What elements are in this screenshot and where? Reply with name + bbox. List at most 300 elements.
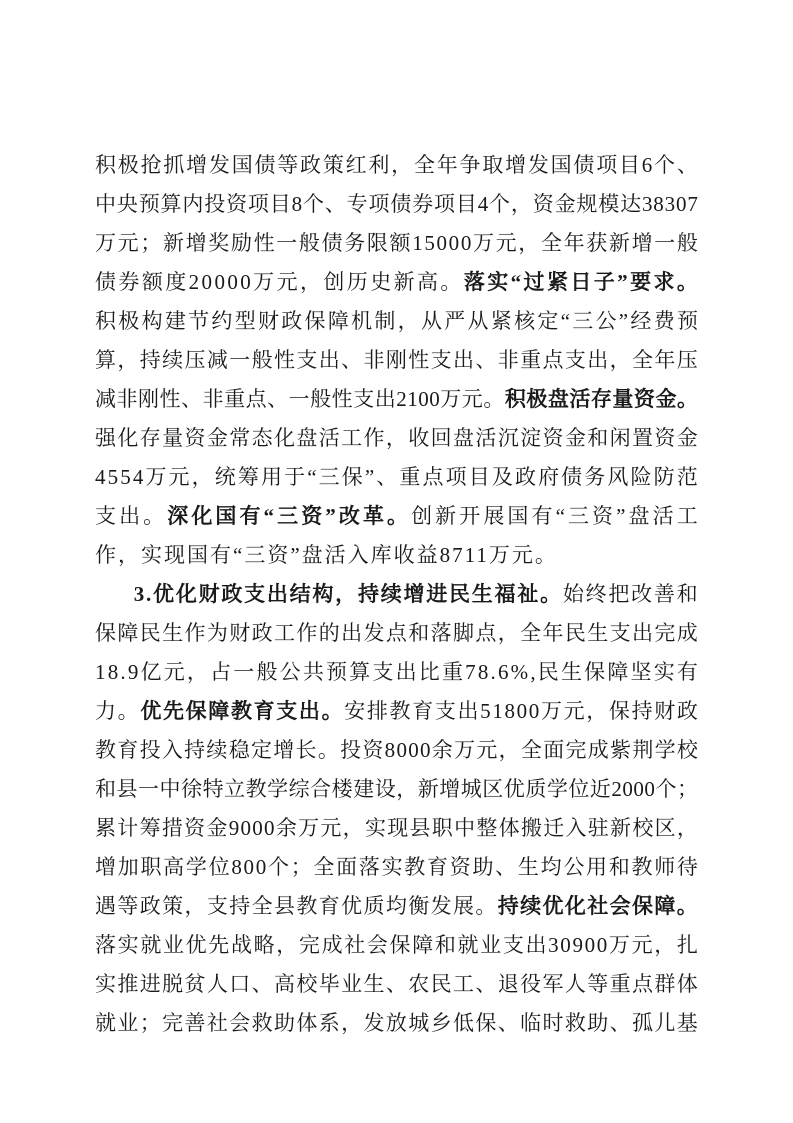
emphasized-char: 日 xyxy=(570,270,592,294)
body-char: 量 xyxy=(162,426,184,450)
text-line xyxy=(95,848,698,887)
body-char: 校 xyxy=(632,816,654,840)
body-char: 保 xyxy=(389,933,411,957)
body-char: 体 xyxy=(676,972,698,996)
body-char: 财 xyxy=(257,309,279,333)
emphasized-char: 化 xyxy=(175,582,197,606)
text-line xyxy=(95,614,698,653)
body-char: 就 xyxy=(140,933,162,957)
body-char: 点 xyxy=(422,465,444,489)
body-char: 常 xyxy=(229,426,251,450)
body-char: 长 xyxy=(295,738,317,762)
body-char: . xyxy=(490,660,496,684)
emphasized-char: 资 xyxy=(633,387,655,411)
body-char: ” xyxy=(364,465,375,489)
body-char: 始 xyxy=(562,582,584,606)
body-char: 个 xyxy=(489,192,511,216)
body-char: 1 xyxy=(492,699,503,723)
body-char: 红 xyxy=(345,153,367,177)
body-char: 刚 xyxy=(385,348,407,372)
emphasized-char: 。 xyxy=(676,270,698,294)
body-char: 低 xyxy=(453,1011,474,1035)
body-char: 三 xyxy=(572,309,594,333)
body-char: 教 xyxy=(95,738,116,762)
body-char: 等 xyxy=(277,153,299,177)
body-char: 退 xyxy=(497,972,519,996)
body-char: 5 xyxy=(120,465,131,489)
body-char: 投 xyxy=(204,192,226,216)
body-char: 万 xyxy=(298,816,320,840)
body-char: 出 xyxy=(632,621,653,645)
body-char: 2 xyxy=(188,270,200,294)
body-char: 毕 xyxy=(318,972,340,996)
body-char: 县 xyxy=(274,894,295,918)
body-char: 教 xyxy=(404,855,426,879)
emphasized-char: 财 xyxy=(198,582,220,606)
body-char: 史 xyxy=(370,270,392,294)
body-char: 0 xyxy=(201,270,213,294)
body-char: ； xyxy=(676,777,698,801)
body-char: 先 xyxy=(208,933,230,957)
body-char: 落 xyxy=(430,621,452,645)
body-char: 央 xyxy=(116,192,138,216)
body-char: 极 xyxy=(117,153,139,177)
text-line xyxy=(95,458,698,497)
body-char: 设 xyxy=(374,777,396,801)
body-char: ， xyxy=(676,816,698,840)
body-char: 推 xyxy=(117,972,139,996)
body-char: “ xyxy=(307,465,317,489)
body-char: 用 xyxy=(260,465,282,489)
body-char: 统 xyxy=(214,465,236,489)
body-char: 国 xyxy=(550,153,572,177)
body-char: 券 xyxy=(412,192,434,216)
body-char: 策 xyxy=(322,153,344,177)
body-char: 展 xyxy=(483,504,505,528)
body-char: 生 xyxy=(162,621,184,645)
body-char: 支 xyxy=(296,348,318,372)
emphasized-char: 3 xyxy=(133,582,145,606)
body-char: 一 xyxy=(276,231,298,255)
body-char: 金 xyxy=(206,816,228,840)
body-char: 般 xyxy=(310,387,332,411)
body-char: 工 xyxy=(341,426,363,450)
body-char: 校 xyxy=(296,972,318,996)
body-char: 善 xyxy=(184,1011,206,1035)
body-char: 工 xyxy=(274,621,295,645)
body-char: 国 xyxy=(231,153,253,177)
body-char: 会 xyxy=(229,1011,251,1035)
body-char: 0 xyxy=(429,387,440,411)
body-char: 内 xyxy=(182,192,204,216)
emphasized-char: 持 xyxy=(497,894,519,918)
body-char: 、 xyxy=(324,192,346,216)
body-char: 工 xyxy=(676,504,698,528)
emphasized-char: 民 xyxy=(449,582,470,606)
body-char: 、 xyxy=(676,153,698,177)
body-char: 投 xyxy=(139,738,161,762)
body-char: 战 xyxy=(230,933,252,957)
body-char: 终 xyxy=(585,582,607,606)
body-char: 活 xyxy=(318,426,340,450)
body-char: 、 xyxy=(385,972,407,996)
text-line xyxy=(95,692,698,731)
body-char: 和 xyxy=(608,855,630,879)
body-char: 盘 xyxy=(628,504,650,528)
body-char: 把 xyxy=(608,582,630,606)
body-char: 安 xyxy=(344,699,366,723)
body-char: 增 xyxy=(273,738,295,762)
body-char: 重 xyxy=(399,465,421,489)
body-char: 政 xyxy=(139,894,161,918)
body-char: 救 xyxy=(251,1011,273,1035)
emphasized-char: 构 xyxy=(312,582,334,606)
body-char: ， xyxy=(609,348,631,372)
body-char: 元 xyxy=(276,270,298,294)
body-char: 资 xyxy=(592,504,614,528)
body-char: 育 xyxy=(412,699,434,723)
body-char: 7 xyxy=(465,660,476,684)
body-char: 积 xyxy=(95,309,116,333)
body-char: 费 xyxy=(653,309,675,333)
emphasized-char: 实 xyxy=(487,270,509,294)
emphasized-char: 改 xyxy=(338,504,360,528)
body-char: 金 xyxy=(206,426,228,450)
body-char: 8 xyxy=(107,660,119,684)
body-char: 助 xyxy=(472,855,494,879)
body-char: 0 xyxy=(240,270,251,294)
body-char: 体 xyxy=(498,816,520,840)
emphasized-char: 障 xyxy=(654,894,676,918)
emphasized-char: 出 xyxy=(266,582,288,606)
text-line xyxy=(95,731,698,770)
body-char: 。 xyxy=(483,387,505,411)
body-char: 续 xyxy=(206,738,228,762)
body-char: 元 xyxy=(631,933,653,957)
body-char: 作 xyxy=(184,621,206,645)
body-char: 构 xyxy=(141,309,163,333)
body-char: 万 xyxy=(540,699,562,723)
body-char: 和 xyxy=(676,582,698,606)
body-char: 政 xyxy=(251,621,273,645)
body-char: 资 xyxy=(532,192,554,216)
body-char: 保 xyxy=(304,309,326,333)
body-char: 4 xyxy=(95,465,106,489)
body-char: 改 xyxy=(631,582,653,606)
body-char: 展 xyxy=(453,894,474,918)
body-char: 利 xyxy=(368,153,390,177)
text-line xyxy=(95,770,698,809)
emphasized-char: “ xyxy=(510,270,522,294)
body-char: 余 xyxy=(275,816,297,840)
body-char: 业 xyxy=(480,933,502,957)
body-char: 化 xyxy=(117,426,139,450)
body-char: 积 xyxy=(95,153,116,177)
body-char: 制 xyxy=(374,309,396,333)
text-line xyxy=(95,887,698,926)
body-char: ， xyxy=(341,1011,363,1035)
body-char: 工 xyxy=(453,972,474,996)
body-char: 项 xyxy=(247,192,269,216)
emphasized-char: 。 xyxy=(676,894,698,918)
body-char: 0 xyxy=(448,231,460,255)
emphasized-char: 化 xyxy=(564,894,586,918)
body-char: 、 xyxy=(341,348,363,372)
body-char: 特 xyxy=(202,777,224,801)
emphasized-char: 支 xyxy=(244,582,266,606)
body-char: 持 xyxy=(139,348,161,372)
body-char: 目 xyxy=(455,192,477,216)
body-char: 般 xyxy=(298,231,320,255)
body-char: 化 xyxy=(274,426,295,450)
body-char: 中 xyxy=(95,192,116,216)
body-char: 重 xyxy=(520,348,542,372)
emphasized-char: 优 xyxy=(140,699,162,723)
body-char: 新 xyxy=(393,270,415,294)
body-char: 成 xyxy=(587,738,609,762)
body-char: 位 xyxy=(568,777,590,801)
body-char: 0 xyxy=(460,231,472,255)
emphasized-char: 教 xyxy=(230,699,252,723)
body-char: 项 xyxy=(434,192,455,216)
body-char: 金 xyxy=(676,426,698,450)
body-char: 现 xyxy=(387,816,409,840)
body-char: 占 xyxy=(210,660,232,684)
body-char: 荆 xyxy=(632,738,654,762)
body-char: 非 xyxy=(202,387,224,411)
emphasized-char: 盘 xyxy=(547,387,569,411)
body-char: 役 xyxy=(520,972,542,996)
body-char: 加 xyxy=(117,855,139,879)
body-char: 支 xyxy=(430,348,452,372)
body-char: 元 xyxy=(117,231,139,255)
body-char: 迁 xyxy=(543,816,565,840)
body-char: 盘 xyxy=(296,426,318,450)
body-char: 极 xyxy=(118,309,140,333)
emphasized-char: 出 xyxy=(298,699,320,723)
body-char: 出 xyxy=(453,348,474,372)
body-char: 态 xyxy=(251,426,273,450)
body-char: 非 xyxy=(497,348,519,372)
body-char: 非 xyxy=(116,387,138,411)
body-char: 9 xyxy=(572,933,583,957)
body-char: 支 xyxy=(372,660,394,684)
body-char: 孤 xyxy=(632,1011,653,1035)
body-char: 均 xyxy=(385,894,407,918)
body-char: 教 xyxy=(296,894,318,918)
body-char: 师 xyxy=(654,855,676,879)
body-char: 0 xyxy=(255,855,267,879)
body-char: 经 xyxy=(630,309,652,333)
body-char: 0 xyxy=(633,777,644,801)
emphasized-char: 落 xyxy=(463,270,485,294)
text-line xyxy=(95,185,698,224)
body-char: 0 xyxy=(584,933,596,957)
body-char: ， xyxy=(299,270,321,294)
emphasized-char: 支 xyxy=(276,699,298,723)
body-char: 出 xyxy=(119,504,141,528)
body-char: 预 xyxy=(676,309,698,333)
body-char: 民 xyxy=(139,621,161,645)
body-char: 计 xyxy=(117,816,139,840)
body-char: 紫 xyxy=(610,738,632,762)
body-char: 0 xyxy=(252,816,263,840)
body-char: 0 xyxy=(420,738,431,762)
body-char: 年 xyxy=(542,621,564,645)
body-char: 新 xyxy=(162,231,184,255)
body-char: 。 xyxy=(317,738,339,762)
emphasized-char: 优 xyxy=(542,894,564,918)
body-char: 障 xyxy=(607,660,629,684)
body-char: 障 xyxy=(327,309,349,333)
body-char: 个 xyxy=(654,153,676,177)
body-char: 元 xyxy=(163,660,185,684)
body-char: ， xyxy=(184,894,206,918)
body-char: 立 xyxy=(224,777,246,801)
emphasized-char: 优 xyxy=(153,582,175,606)
body-char: 额 xyxy=(141,270,163,294)
body-char: 获 xyxy=(586,231,608,255)
body-char: 全 xyxy=(540,231,562,255)
body-char: 就 xyxy=(95,1011,116,1035)
body-char: 学 xyxy=(546,777,568,801)
text-line xyxy=(95,419,698,458)
body-char: 保 xyxy=(584,660,606,684)
body-char: 增 xyxy=(95,855,116,879)
emphasized-char: 结 xyxy=(289,582,311,606)
body-char: 1 xyxy=(412,231,423,255)
body-char: 业 xyxy=(341,972,363,996)
body-char: 0 xyxy=(418,387,429,411)
body-char: 目 xyxy=(618,153,640,177)
body-char: 建 xyxy=(353,777,375,801)
body-char: 实 xyxy=(364,816,386,840)
body-char: 0 xyxy=(622,777,633,801)
body-char: 0 xyxy=(214,270,225,294)
body-char: 目 xyxy=(269,192,291,216)
body-char: 淀 xyxy=(520,426,542,450)
body-char: 抢 xyxy=(140,153,162,177)
body-char: 出 xyxy=(395,660,417,684)
body-char: 度 xyxy=(165,270,187,294)
body-char: 型 xyxy=(234,309,256,333)
body-char: 三 xyxy=(567,504,589,528)
body-char: 支 xyxy=(609,621,631,645)
body-char: 业 xyxy=(162,933,184,957)
body-char: 从 xyxy=(420,309,442,333)
body-char: 及 xyxy=(491,465,513,489)
body-char: 保 xyxy=(341,465,363,489)
emphasized-char: 增 xyxy=(403,582,425,606)
emphasized-char: 社 xyxy=(587,894,609,918)
body-char: 般 xyxy=(676,231,698,255)
body-char: 约 xyxy=(211,309,233,333)
body-char: 续 xyxy=(162,348,184,372)
body-char: 、 xyxy=(475,348,497,372)
body-char: 。 xyxy=(143,504,165,528)
emphasized-char: 极 xyxy=(526,387,548,411)
body-char: 生 xyxy=(363,972,385,996)
emphasized-char: 进 xyxy=(426,582,448,606)
body-char: 0 xyxy=(528,699,540,723)
body-char: 模 xyxy=(598,192,620,216)
body-char: 节 xyxy=(188,309,210,333)
body-char: 脱 xyxy=(162,972,184,996)
body-char: % xyxy=(510,660,529,684)
body-char: 救 xyxy=(564,1011,586,1035)
body-char: 紧 xyxy=(490,309,512,333)
body-char: 实 xyxy=(95,972,116,996)
body-char: ， xyxy=(586,699,608,723)
body-char: 等 xyxy=(117,894,139,918)
body-char: 共 xyxy=(302,660,324,684)
body-char: 减 xyxy=(95,387,116,411)
body-char: 新 xyxy=(435,504,457,528)
body-char: 和 xyxy=(434,933,456,957)
body-char: 政 xyxy=(281,309,303,333)
body-char: 8 xyxy=(384,738,396,762)
body-char: 0 xyxy=(264,816,275,840)
body-char: 强 xyxy=(95,426,116,450)
body-char: 完 xyxy=(654,621,676,645)
body-char: 综 xyxy=(288,777,310,801)
body-char: 3 xyxy=(641,192,653,216)
body-char: 年 xyxy=(563,231,585,255)
body-char: 定 xyxy=(250,738,272,762)
body-char: 优 xyxy=(503,777,525,801)
body-char: 年 xyxy=(654,348,676,372)
body-char: 点 xyxy=(385,621,407,645)
body-char: 防 xyxy=(653,465,675,489)
body-char: 职 xyxy=(140,855,162,879)
body-char: 励 xyxy=(230,231,252,255)
body-char: 群 xyxy=(654,972,676,996)
body-char: 预 xyxy=(138,192,160,216)
body-char: 点 xyxy=(475,621,497,645)
body-char: 于 xyxy=(284,465,306,489)
body-char: 额 xyxy=(389,231,411,255)
body-char: 万 xyxy=(95,231,116,255)
body-char: 财 xyxy=(229,621,251,645)
body-char: 一 xyxy=(138,777,160,801)
body-char: ， xyxy=(510,192,532,216)
body-char: 债 xyxy=(95,270,116,294)
body-char: 7 xyxy=(687,192,698,216)
body-char: 为 xyxy=(206,621,228,645)
body-char: ； xyxy=(140,231,162,255)
text-line xyxy=(95,224,698,263)
body-char: 元 xyxy=(320,816,342,840)
body-char: 质 xyxy=(525,777,547,801)
body-char: 高 xyxy=(163,855,185,879)
body-char: 坚 xyxy=(630,660,652,684)
body-char: 险 xyxy=(630,465,652,489)
body-char: 取 xyxy=(482,153,504,177)
body-char: 稳 xyxy=(228,738,250,762)
body-char: 6 xyxy=(497,660,509,684)
body-char: 活 xyxy=(652,504,674,528)
body-char: ， xyxy=(397,309,419,333)
body-char: 出 xyxy=(374,387,396,411)
body-char: 落 xyxy=(358,855,380,879)
body-char: 增 xyxy=(505,153,527,177)
body-char: 务 xyxy=(344,231,366,255)
body-char: 生 xyxy=(517,855,539,879)
body-char: 城 xyxy=(408,1011,430,1035)
body-char: 亿 xyxy=(140,660,162,684)
body-char: 育 xyxy=(318,894,340,918)
body-char: 学 xyxy=(185,855,207,879)
